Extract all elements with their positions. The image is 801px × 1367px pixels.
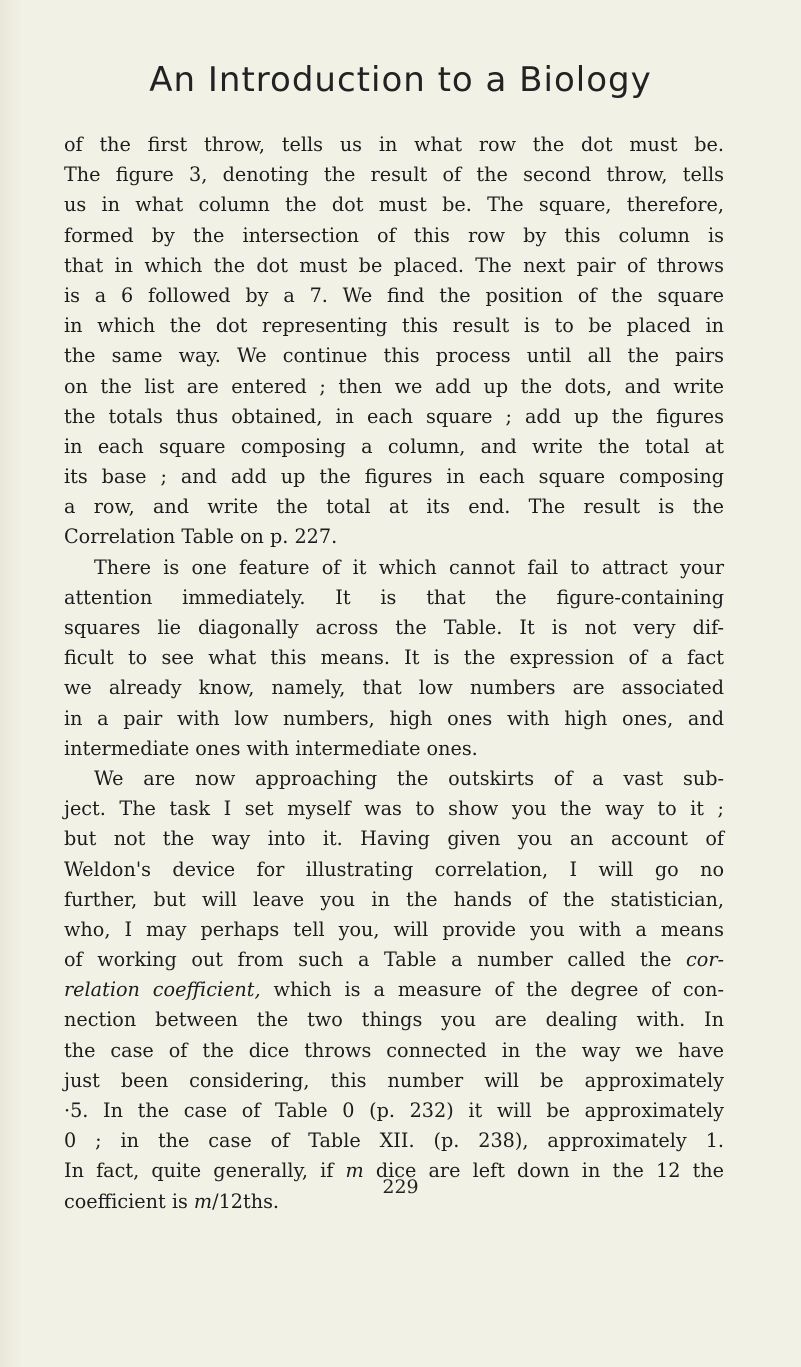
line-text: There is one feature of it which cannot fail to attract your xyxy=(94,555,724,579)
text-line xyxy=(64,824,724,854)
text-line xyxy=(64,673,724,703)
text-line xyxy=(64,372,724,402)
text-line xyxy=(64,704,724,734)
text-line xyxy=(64,1005,724,1035)
line-text: in which the dot representing this result is to be placed in xyxy=(64,314,724,338)
text-line xyxy=(64,583,724,613)
text-line xyxy=(64,885,724,915)
body-text xyxy=(64,130,724,1217)
text-line xyxy=(64,643,724,673)
text-line xyxy=(64,492,724,522)
text-line xyxy=(64,130,724,160)
text-line xyxy=(64,734,724,764)
line-text: squares lie diagonally across the Table. It is not very dif- xyxy=(64,616,724,639)
text-line xyxy=(64,915,724,945)
text-line xyxy=(64,221,724,251)
line-text: a row, and write the total at its end. The result is the xyxy=(64,495,724,519)
line-text: the totals thus obtained, in each square ; add up the figures xyxy=(64,404,724,428)
line-text: attention immediately. It is that the figure-containing xyxy=(64,585,724,609)
text-line xyxy=(64,794,724,824)
line-text: the same way. We continue this process until all the pairs xyxy=(64,344,724,368)
italic-term: relation coefficient, xyxy=(64,978,261,1002)
text-line xyxy=(64,975,724,1005)
text-line xyxy=(64,613,724,643)
line-tail: dice are left down in the 12 the xyxy=(363,1159,724,1183)
line-tail: which is a measure of the degree of con- xyxy=(260,978,725,1002)
running-head: An Introduction to a Biology xyxy=(149,60,652,100)
text-line xyxy=(64,1066,724,1096)
line-text: in a pair with low numbers, high ones with high ones, and xyxy=(64,706,724,730)
line-text: but not the way into it. Having given you an account of xyxy=(64,827,724,851)
text-line xyxy=(64,251,724,281)
italic-variable: m xyxy=(193,1189,213,1213)
line-text: of working out from such a Table a number called the xyxy=(64,948,672,972)
line-text: us in what column the dot must be. The square, therefore, xyxy=(64,193,724,217)
text-line xyxy=(64,432,724,462)
text-line xyxy=(64,855,724,885)
line-text: Weldon's device for illustrating correlation, I will go no xyxy=(64,857,724,881)
line-text: further, but will leave you in the hands of the statistician, xyxy=(64,887,724,911)
text-line xyxy=(64,402,724,432)
line-text: formed by the intersection of this row by this column is xyxy=(64,223,724,247)
text-line xyxy=(64,1036,724,1066)
text-line xyxy=(64,764,724,794)
text-line xyxy=(64,522,724,552)
text-line xyxy=(64,311,724,341)
line-text: its base ; and add up the figures in each square composing xyxy=(64,465,724,489)
italic-term: cor- xyxy=(686,948,724,972)
line-text: of the first throw, tells us in what row the dot must be. xyxy=(64,133,724,156)
text-line xyxy=(64,160,724,190)
line-text: just been considering, this number will be approximately xyxy=(64,1068,724,1092)
line-text: coefficient is xyxy=(64,1189,188,1213)
line-text: who, I may perhaps tell you, will provide you with a means xyxy=(64,917,724,941)
line-text: the case of the dice throws connected in the way we have xyxy=(64,1038,724,1062)
text-line xyxy=(64,341,724,371)
line-text: Correlation Table on p. 227. xyxy=(64,525,338,549)
line-text: intermediate ones with intermediate ones. xyxy=(64,736,478,760)
line-text: ject. The task I set myself was to show you the way to it ; xyxy=(64,797,724,821)
line-text: we already know, namely, that low numbers are associated xyxy=(64,676,724,700)
line-text: The figure 3, denoting the result of the second throw, tells xyxy=(64,163,724,187)
line-text: ficult to see what this means. It is the expression of a fact xyxy=(64,646,724,670)
line-text: is a 6 followed by a 7. We find the position of the square xyxy=(64,283,724,307)
line-text: on the list are entered ; then we add up the dots, and write xyxy=(64,374,724,398)
text-line xyxy=(64,190,724,220)
line-text: in each square composing a column, and write the total at xyxy=(64,434,724,458)
line-text: ·5. In the case of Table 0 (p. 232) it will be approximately xyxy=(64,1099,724,1122)
line-text: We are now approaching the outskirts of a vast sub- xyxy=(94,766,724,790)
line-tail: /12ths. xyxy=(212,1189,280,1213)
text-line xyxy=(64,553,724,583)
text-line xyxy=(64,945,724,975)
line-text: In fact, quite generally, if xyxy=(64,1159,334,1183)
page-number: 229 xyxy=(382,1176,419,1198)
text-line xyxy=(64,1096,724,1126)
italic-variable: m xyxy=(345,1159,364,1183)
text-line xyxy=(64,281,724,311)
text-line xyxy=(64,462,724,492)
line-text: 0 ; in the case of Table XII. (p. 238), approximately 1. xyxy=(64,1129,724,1153)
text-line xyxy=(64,1126,724,1156)
line-text: nection between the two things you are dealing with. In xyxy=(64,1008,724,1032)
line-text: that in which the dot must be placed. The next pair of throws xyxy=(64,253,724,277)
